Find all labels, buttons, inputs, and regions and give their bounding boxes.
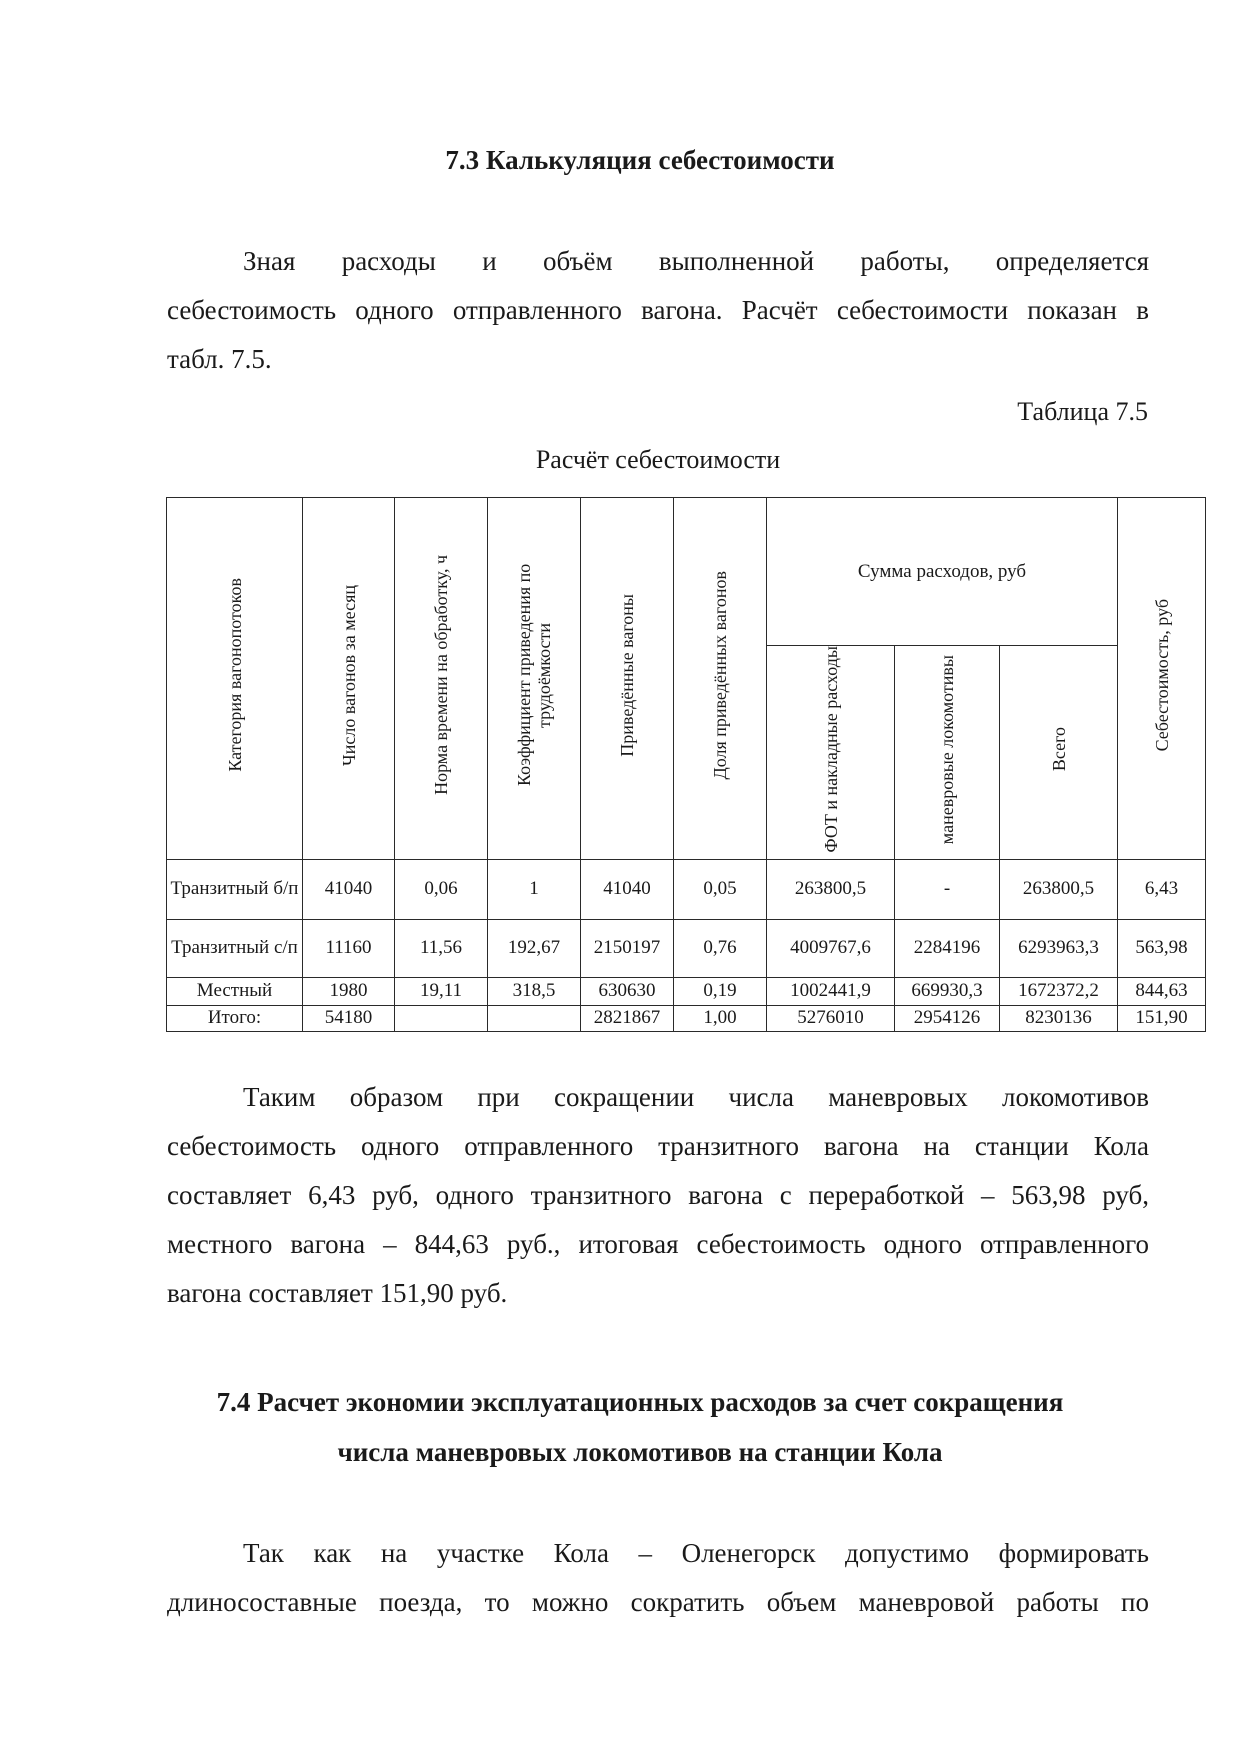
paragraph-line: длиносоставные поезда, то можно сократить объем маневровой работы по [167,1587,1149,1617]
cell-reduced: 2821867 [581,1005,674,1031]
header-expenses-group: Сумма расходов, руб [767,498,1118,646]
cell-shunting: 2954126 [895,1005,1000,1031]
cell-reduced: 630630 [581,977,674,1005]
cell-fot: 1002441,9 [767,977,895,1005]
section-7-4-title-line1: 7.4 Расчет экономии эксплуатационных расходов за счет сокращения [216,1387,1064,1417]
header-category: Категория вагонопотоков [167,498,303,860]
cell-shunting: 669930,3 [895,977,1000,1005]
paragraph-line: Так как на участке Кола – Оленегорск допустимо формировать [243,1538,1149,1568]
header-coefficient: Коэффициент приведения по трудоёмкости [488,498,581,860]
cell-total: 8230136 [1000,1005,1118,1031]
cell-share: 0,76 [674,919,767,977]
cell-coef [488,1005,581,1031]
cell-reduced: 2150197 [581,919,674,977]
section-7-3-paragraph [167,237,1149,384]
header-cost: Себестоимость, руб [1118,498,1206,860]
cell-wagons: 41040 [303,859,395,919]
paragraph-line: вагона составляет 151,90 руб. [167,1278,508,1308]
section-7-4-paragraph [167,1529,1149,1627]
cell-shunting: 2284196 [895,919,1000,977]
cell-cost: 563,98 [1118,919,1206,977]
cell-coef: 192,67 [488,919,581,977]
cell-norm [395,1005,488,1031]
cell-wagons: 11160 [303,919,395,977]
cell-share: 0,19 [674,977,767,1005]
cell-share: 1,00 [674,1005,767,1031]
header-reduced-wagons: Приведённые вагоны [581,498,674,860]
cell-cost: 6,43 [1118,859,1206,919]
paragraph-line: Зная расходы и объём выполненной работы, определяется [243,246,1149,276]
paragraph-line: табл. 7.5. [167,344,272,374]
table-caption: Расчёт себестоимости [535,445,781,474]
table-number: Таблица 7.5 [1017,397,1148,426]
cell-shunting: - [895,859,1000,919]
cell-fot: 5276010 [767,1005,895,1031]
cell-coef: 318,5 [488,977,581,1005]
header-reduced-share: Доля приведённых вагонов [674,498,767,860]
cell-coef: 1 [488,859,581,919]
cell-category: Итого: [167,1005,303,1031]
cell-fot: 263800,5 [767,859,895,919]
cell-norm: 19,11 [395,977,488,1005]
header-shunting: маневровые локомотивы [895,646,1000,860]
cell-total: 1672372,2 [1000,977,1118,1005]
conclusion-paragraph [167,1073,1149,1318]
cell-cost: 151,90 [1118,1005,1206,1031]
table-row [167,919,1206,977]
cell-fot: 4009767,6 [767,919,895,977]
cell-category: Транзитный с/п [167,919,303,977]
section-7-3-title: 7.3 Калькуляция себестоимости [445,145,835,175]
cell-wagons: 1980 [303,977,395,1005]
paragraph-line: местного вагона – 844,63 руб., итоговая себестоимость одного отправленного [167,1229,1149,1259]
cell-reduced: 41040 [581,859,674,919]
cell-norm: 11,56 [395,919,488,977]
paragraph-line: себестоимость одного отправленного вагона. Расчёт себестоимости показан в [167,295,1149,325]
header-total: Всего [1000,646,1118,860]
cell-norm: 0,06 [395,859,488,919]
cell-total: 6293963,3 [1000,919,1118,977]
cell-share: 0,05 [674,859,767,919]
table-row [167,977,1206,1005]
header-time-norm: Норма времени на обработку, ч [395,498,488,860]
section-7-4-title-line2: числа маневровых локомотивов на станции Кола [337,1437,943,1467]
cell-total: 263800,5 [1000,859,1118,919]
cell-wagons: 54180 [303,1005,395,1031]
cell-category: Местный [167,977,303,1005]
table-row [167,859,1206,919]
cell-cost: 844,63 [1118,977,1206,1005]
paragraph-line: составляет 6,43 руб, одного транзитного вагона с переработкой – 563,98 руб, [167,1180,1149,1210]
cell-category: Транзитный б/п [167,859,303,919]
paragraph-line: себестоимость одного отправленного транзитного вагона на станции Кола [167,1131,1149,1161]
header-fot: ФОТ и накладные расходы [767,646,895,860]
paragraph-line: Таким образом при сокращении числа маневровых локомотивов [243,1082,1149,1112]
cost-table [166,497,1206,1032]
table-row-total [167,1005,1206,1031]
header-wagons-month: Число вагонов за месяц [303,498,395,860]
